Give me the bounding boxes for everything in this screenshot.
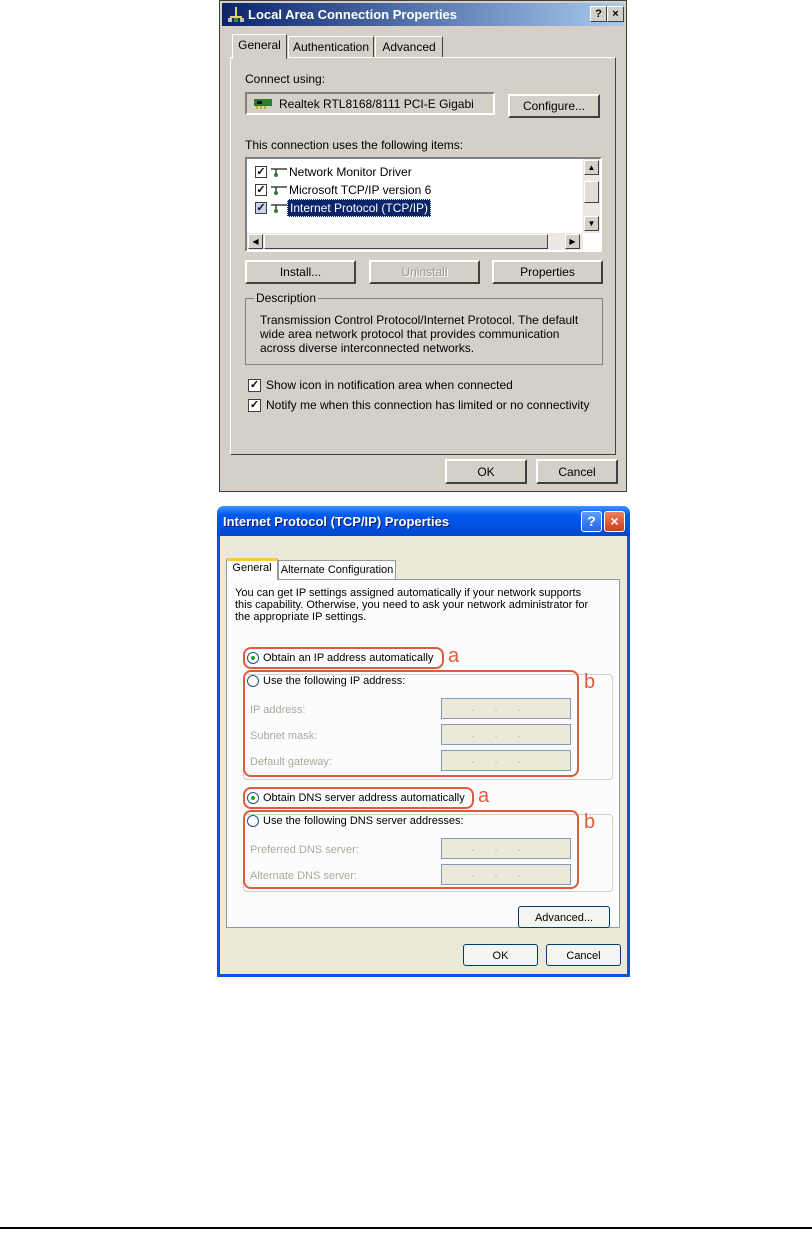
list-item-selected[interactable]	[251, 199, 581, 217]
tab-general-label: General	[232, 562, 272, 574]
adapter-field	[245, 92, 495, 115]
dialog1-close-button[interactable]	[607, 6, 624, 22]
tab-general-label: General	[238, 38, 281, 52]
advanced-button[interactable]	[518, 906, 610, 928]
annotation-letter-b: b	[584, 811, 596, 833]
annotation-letter-a: a	[478, 785, 490, 807]
annotation-box-a	[243, 647, 444, 669]
help-icon: ?	[595, 8, 602, 20]
show-icon-checkbox[interactable]: ✓	[249, 379, 260, 391]
scroll-thumb[interactable]	[264, 234, 548, 249]
annotation-letter-b: b	[584, 671, 596, 693]
description-line: across diverse interconnected networks.	[260, 341, 475, 355]
description-line: wide area network protocol that provides communication	[260, 327, 560, 341]
tab-advanced-label: Advanced	[382, 40, 436, 54]
obtain-dns-label: Obtain DNS server address automatically	[263, 792, 465, 804]
dialog2-general-panel	[226, 579, 620, 928]
install-label: Install...	[279, 265, 322, 279]
scroll-up-arrow-icon[interactable]: ▲	[584, 160, 599, 175]
dialog2-close-button[interactable]	[604, 511, 625, 532]
dialog2-help-button[interactable]	[581, 511, 602, 532]
horizontal-scrollbar[interactable]	[247, 233, 583, 250]
component-checkbox[interactable]: ✓	[256, 202, 266, 214]
obtain-ip-label: Obtain an IP address automatically	[263, 652, 434, 664]
preferred-dns-label: Preferred DNS server:	[250, 844, 359, 856]
properties-button[interactable]	[492, 260, 603, 284]
ip-address-placeholder: ...	[471, 702, 541, 714]
tcpip-properties-dialog	[217, 506, 630, 977]
cancel-label: Cancel	[558, 464, 596, 479]
tab-alternate-label: Alternate Configuration	[280, 564, 394, 576]
configure-button[interactable]	[508, 94, 600, 118]
scroll-left-arrow-icon[interactable]: ◀	[248, 234, 263, 249]
ok-label: OK	[477, 464, 495, 479]
tab-general[interactable]	[226, 558, 278, 580]
scroll-right-arrow-icon[interactable]: ▶	[565, 234, 580, 249]
properties-label: Properties	[520, 265, 575, 279]
dialog2-cancel-button[interactable]	[546, 944, 621, 966]
dialog2-body	[220, 536, 627, 974]
items-label: This connection uses the following items:	[245, 138, 464, 152]
tab-advanced[interactable]	[375, 36, 443, 58]
list-item[interactable]	[251, 181, 581, 199]
description-label: Description	[256, 291, 317, 305]
uninstall-button[interactable]	[369, 260, 480, 284]
component-checkbox[interactable]: ✓	[256, 166, 266, 178]
dialog2-ok-button[interactable]	[463, 944, 538, 966]
annotation-box-a	[243, 787, 474, 809]
configure-label: Configure...	[522, 99, 586, 113]
connect-using-label: Connect using:	[245, 72, 326, 86]
default-gateway-label: Default gateway:	[250, 756, 332, 768]
notify-checkbox[interactable]: ✓	[249, 399, 260, 411]
dialog1-general-panel	[230, 57, 616, 455]
cancel-label: Cancel	[566, 950, 601, 962]
network-component-icon	[271, 167, 287, 177]
ip-address-label: IP address:	[250, 704, 306, 716]
notify-label: Notify me when this connection has limited or no connectivity	[266, 398, 590, 412]
dialog1-cancel-button[interactable]	[536, 459, 618, 484]
dialog1-help-button[interactable]	[590, 6, 607, 22]
tab-authentication[interactable]	[288, 36, 374, 58]
description-groupbox	[245, 291, 603, 365]
annotation-box-b	[243, 810, 579, 889]
network-component-icon	[271, 185, 287, 195]
local-area-connection-dialog	[219, 0, 627, 492]
tab-authentication-label: Authentication	[292, 40, 370, 54]
alternate-dns-label: Alternate DNS server:	[250, 870, 357, 882]
vertical-scrollbar[interactable]	[583, 159, 600, 233]
intro-text	[235, 587, 588, 623]
dialog1-title: Local Area Connection Properties	[248, 7, 458, 22]
network-adapter-icon	[254, 99, 272, 109]
uninstall-label: Uninstall	[401, 265, 448, 279]
description-text	[260, 313, 578, 355]
alternate-dns-placeholder: ...	[471, 868, 541, 880]
scroll-thumb[interactable]	[584, 181, 599, 203]
scroll-down-arrow-icon[interactable]: ▼	[584, 216, 599, 231]
dialog1-titlebar[interactable]	[222, 3, 624, 26]
subnet-mask-placeholder: ...	[471, 728, 541, 740]
dialog2-title: Internet Protocol (TCP/IP) Properties	[223, 514, 450, 529]
intro-line: the appropriate IP settings.	[235, 611, 367, 623]
adapter-name: Realtek RTL8168/8111 PCI-E Gigabi	[279, 97, 474, 111]
component-checkbox[interactable]: ✓	[256, 184, 266, 196]
advanced-label: Advanced...	[534, 912, 594, 924]
network-connection-icon	[228, 7, 244, 22]
use-dns-label: Use the following DNS server addresses:	[263, 815, 464, 827]
install-button[interactable]	[245, 260, 356, 284]
page-bottom-rule	[0, 1227, 812, 1229]
close-icon: ×	[610, 513, 619, 529]
subnet-mask-label: Subnet mask:	[250, 730, 318, 742]
list-item-label: Network Monitor Driver	[289, 165, 412, 179]
help-icon: ?	[587, 513, 596, 529]
ok-label: OK	[492, 950, 509, 962]
tab-general[interactable]	[232, 34, 287, 59]
show-icon-label: Show icon in notification area when connected	[266, 378, 513, 392]
use-ip-label: Use the following IP address:	[263, 675, 406, 687]
components-list[interactable]	[245, 157, 602, 252]
intro-line: You can get IP settings assigned automatically if your network supports	[235, 587, 582, 599]
intro-line: this capability. Otherwise, you need to ask your network administrator for	[235, 599, 589, 611]
list-item[interactable]	[251, 163, 581, 181]
annotation-letter-a: a	[448, 645, 460, 667]
dialog2-titlebar[interactable]	[217, 506, 630, 536]
description-line: Transmission Control Protocol/Internet Protocol. The default	[260, 313, 579, 327]
network-component-icon	[271, 203, 287, 213]
default-gateway-placeholder: ...	[471, 754, 541, 766]
preferred-dns-placeholder: ...	[471, 842, 541, 854]
dialog1-ok-button[interactable]	[445, 459, 527, 484]
annotation-box-b	[243, 670, 579, 777]
tab-alternate-configuration[interactable]	[278, 560, 396, 580]
close-icon: ×	[612, 8, 619, 20]
list-item-label: Microsoft TCP/IP version 6	[289, 183, 432, 197]
list-item-label: Internet Protocol (TCP/IP)	[287, 199, 431, 217]
